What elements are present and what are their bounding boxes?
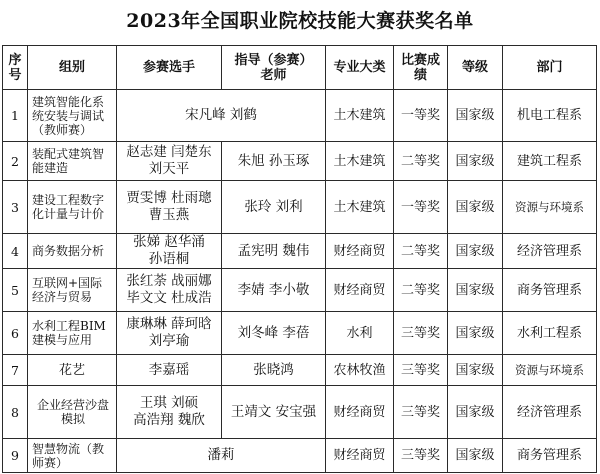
cell-dept: 商务管理系 xyxy=(503,269,597,312)
table-header-row xyxy=(3,46,597,90)
cell-advisor: 孟宪明 魏伟 xyxy=(222,234,326,269)
table-row xyxy=(3,439,597,473)
cell-result: 三等奖 xyxy=(394,355,448,386)
table-row xyxy=(3,142,597,181)
cell-level: 国家级 xyxy=(448,386,503,439)
cell-result: 二等奖 xyxy=(394,234,448,269)
cell-level: 国家级 xyxy=(448,312,503,355)
header-level: 等级 xyxy=(448,46,503,90)
header-group: 组别 xyxy=(28,46,117,90)
cell-level: 国家级 xyxy=(448,142,503,181)
cell-advisor: 刘冬峰 李蓓 xyxy=(222,312,326,355)
cell-group: 智慧物流（教 师赛） xyxy=(28,439,117,473)
cell-result: 三等奖 xyxy=(394,439,448,473)
cell-level: 国家级 xyxy=(448,90,503,142)
cell-entrant: 李嘉瑶 xyxy=(117,355,222,386)
cell-major: 财经商贸 xyxy=(326,234,394,269)
cell-entrant: 贾雯博 杜雨璁 曹玉燕 xyxy=(117,181,222,234)
cell-no: 7 xyxy=(3,355,28,386)
cell-level: 国家级 xyxy=(448,234,503,269)
cell-group: 建设工程数字 化计量与计价 xyxy=(28,181,117,234)
cell-group: 企业经营沙盘 模拟 xyxy=(28,386,117,439)
cell-major: 土木建筑 xyxy=(326,90,394,142)
cell-major: 农林牧渔 xyxy=(326,355,394,386)
cell-result: 三等奖 xyxy=(394,386,448,439)
cell-group: 花艺 xyxy=(28,355,117,386)
cell-major: 水利 xyxy=(326,312,394,355)
cell-group: 商务数据分析 xyxy=(28,234,117,269)
cell-major: 土木建筑 xyxy=(326,181,394,234)
cell-no: 3 xyxy=(3,181,28,234)
cell-level: 国家级 xyxy=(448,181,503,234)
cell-entrant: 康琳琳 薛珂晗 刘亭瑜 xyxy=(117,312,222,355)
cell-group: 水利工程BIM 建模与应用 xyxy=(28,312,117,355)
cell-advisor: 朱旭 孙玉琢 xyxy=(222,142,326,181)
cell-group: 建筑智能化系 统安装与调试 （教师赛） xyxy=(28,90,117,142)
header-major: 专业大类 xyxy=(326,46,394,90)
header-advisor: 指导（参赛） 老师 xyxy=(222,46,326,90)
header-result: 比赛成 绩 xyxy=(394,46,448,90)
cell-result: 一等奖 xyxy=(394,90,448,142)
cell-dept: 经济管理系 xyxy=(503,386,597,439)
cell-no: 9 xyxy=(3,439,28,473)
cell-entrant: 张娣 赵华涌 孙语桐 xyxy=(117,234,222,269)
cell-major: 财经商贸 xyxy=(326,386,394,439)
table-row xyxy=(3,355,597,386)
table-row xyxy=(3,312,597,355)
cell-no: 6 xyxy=(3,312,28,355)
cell-no: 2 xyxy=(3,142,28,181)
table-row xyxy=(3,181,597,234)
cell-dept: 水利工程系 xyxy=(503,312,597,355)
cell-dept: 经济管理系 xyxy=(503,234,597,269)
cell-result: 二等奖 xyxy=(394,142,448,181)
table-row xyxy=(3,234,597,269)
cell-dept: 机电工程系 xyxy=(503,90,597,142)
cell-advisor: 李婧 李小敬 xyxy=(222,269,326,312)
cell-entrant: 赵志建 闫楚东 刘天平 xyxy=(117,142,222,181)
cell-result: 二等奖 xyxy=(394,269,448,312)
page-title: 2023年全国职业院校技能大赛获奖名单 xyxy=(126,10,474,32)
cell-result: 一等奖 xyxy=(394,181,448,234)
cell-dept: 建筑工程系 xyxy=(503,142,597,181)
cell-advisor: 张晓鸿 xyxy=(222,355,326,386)
cell-major: 土木建筑 xyxy=(326,142,394,181)
cell-entrant: 张红荼 战丽娜 毕文文 杜成浩 xyxy=(117,269,222,312)
cell-level: 国家级 xyxy=(448,269,503,312)
cell-advisor: 王靖文 安宝强 xyxy=(222,386,326,439)
header-no: 序 号 xyxy=(3,46,28,90)
cell-group: 互联网+国际 经济与贸易 xyxy=(28,269,117,312)
cell-no: 8 xyxy=(3,386,28,439)
cell-no: 4 xyxy=(3,234,28,269)
header-entrant: 参赛选手 xyxy=(117,46,222,90)
cell-level: 国家级 xyxy=(448,355,503,386)
table-row xyxy=(3,269,597,312)
cell-major: 财经商贸 xyxy=(326,439,394,473)
cell-dept: 资源与环境系 xyxy=(503,181,597,234)
cell-advisor: 张玲 刘利 xyxy=(222,181,326,234)
cell-no: 1 xyxy=(3,90,28,142)
cell-entrant-advisor: 宋凡峰 刘鹤 xyxy=(117,90,326,142)
cell-major: 财经商贸 xyxy=(326,269,394,312)
cell-level: 国家级 xyxy=(448,439,503,473)
table-row xyxy=(3,90,597,142)
award-table xyxy=(2,45,597,473)
table-row xyxy=(3,386,597,439)
cell-no: 5 xyxy=(3,269,28,312)
cell-dept: 资源与环境系 xyxy=(503,355,597,386)
cell-entrant: 王琪 刘硕 高浩翔 魏欣 xyxy=(117,386,222,439)
header-dept: 部门 xyxy=(503,46,597,90)
cell-entrant-advisor: 潘莉 xyxy=(117,439,326,473)
cell-dept: 商务管理系 xyxy=(503,439,597,473)
cell-group: 装配式建筑智 能建造 xyxy=(28,142,117,181)
cell-result: 三等奖 xyxy=(394,312,448,355)
